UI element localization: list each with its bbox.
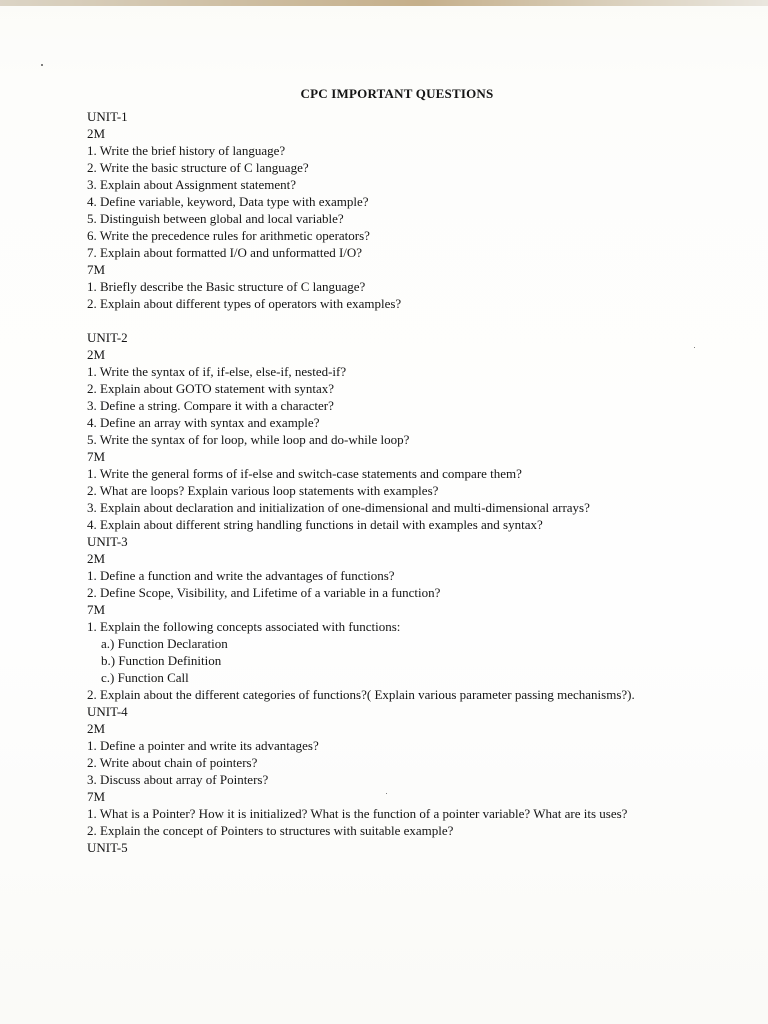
marks-label: 7M [87,789,106,804]
sub-item: c.) Function Call [101,670,189,685]
marks-label: 2M [87,347,106,362]
question-item: 4. Explain about different string handling functions in detail with examples and syntax? [87,517,543,532]
page-top-edge [0,0,768,6]
question-item: 1. What is a Pointer? How it is initialized? What is the function of a pointer variable? What are its uses? [87,806,628,821]
unit-heading: UNIT-4 [87,704,128,719]
question-item: 4. Define an array with syntax and example? [87,415,320,430]
unit-heading: UNIT-3 [87,534,128,549]
sub-item: a.) Function Declaration [101,636,228,651]
marks-label: 7M [87,449,106,464]
question-item: 6. Write the precedence rules for arithmetic operators? [87,228,370,243]
unit-heading: UNIT-1 [87,109,128,124]
question-item: 5. Write the syntax of for loop, while loop and do-while loop? [87,432,410,447]
question-item: 3. Discuss about array of Pointers? [87,772,269,787]
question-item: 2. Explain about GOTO statement with syntax? [87,381,335,396]
marks-label: 2M [87,551,106,566]
question-item: 2. Write about chain of pointers? [87,755,258,770]
unit-heading: UNIT-5 [87,840,128,855]
marks-label: 2M [87,721,106,736]
question-item: 2. Explain about different types of operators with examples? [87,296,402,311]
question-item: 1. Write the syntax of if, if-else, else-if, nested-if? [87,364,347,379]
question-item: 7. Explain about formatted I/O and unformatted I/O? [87,245,363,260]
paper-speck [41,64,43,66]
question-item: 2. What are loops? Explain various loop statements with examples? [87,483,439,498]
question-item: 1. Write the brief history of language? [87,143,286,158]
question-item: 3. Explain about Assignment statement? [87,177,297,192]
document-body [87,86,697,856]
document-title: CPC IMPORTANT QUESTIONS [300,86,494,101]
question-item: 3. Explain about declaration and initialization of one-dimensional and multi-dimensional arrays? [87,500,590,515]
question-item: 1. Explain the following concepts associated with functions: [87,619,401,634]
question-item: 2. Explain the concept of Pointers to structures with suitable example? [87,823,454,838]
question-item: 2. Define Scope, Visibility, and Lifetime of a variable in a function? [87,585,441,600]
question-item: 2. Write the basic structure of C language? [87,160,309,175]
sub-item: b.) Function Definition [101,653,222,668]
question-item: 3. Define a string. Compare it with a character? [87,398,334,413]
question-item: 2. Explain about the different categories of functions?( Explain various parameter passing mechanisms?). [87,687,635,702]
unit-heading: UNIT-2 [87,330,128,345]
question-item: 5. Distinguish between global and local variable? [87,211,344,226]
question-item: 1. Define a pointer and write its advantages? [87,738,319,753]
marks-label: 7M [87,602,106,617]
question-item: 1. Write the general forms of if-else and switch-case statements and compare them? [87,466,522,481]
question-item: 4. Define variable, keyword, Data type with example? [87,194,369,209]
marks-label: 7M [87,262,106,277]
question-item: 1. Briefly describe the Basic structure of C language? [87,279,366,294]
marks-label: 2M [87,126,106,141]
question-item: 1. Define a function and write the advantages of functions? [87,568,395,583]
